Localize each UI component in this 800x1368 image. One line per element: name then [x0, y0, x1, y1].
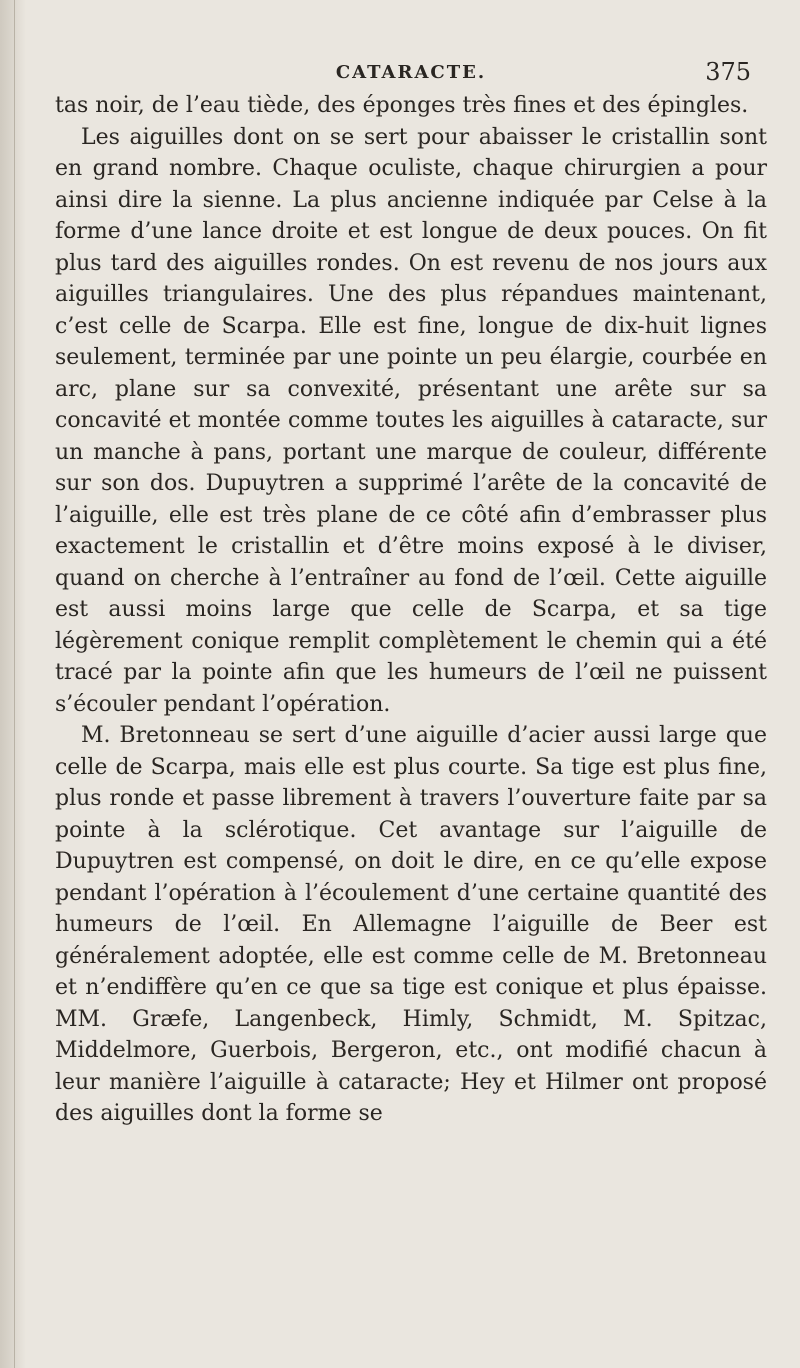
- paragraph-aiguilles: Les aiguilles dont on se sert pour abaisser le cristallin sont en grand nombre. Chaque oculiste, chaque chirurgien a pour ainsi dire la sienne. La plus ancienne indiquée par Celse à la forme d’une lance droite et est longue de deux pouces. On fit plus tard des aiguilles rondes. On est revenu de nos jours aux aiguilles triangulaires. Une des plus répandues maintenant, c’est celle de Scarpa. Elle est fine, longue de dix-huit lignes seulement, terminée par une pointe un peu élargie, courbée en arc, plane sur sa convexité, présentant une arête sur sa concavité et montée comme toutes les aiguilles à cataracte, sur un manche à pans, portant une marque de couleur, différente sur son dos. Dupuytren a supprimé l’arête de la concavité de l’aiguille, elle est très plane de ce côté afin d’embrasser plus exactement le cristallin et d’être moins exposé à le diviser, quand on cherche à l’entraîner au fond de l’œil. Cette aiguille est aussi moins large que celle de Scarpa, et sa tige légèrement conique remplit complètement le chemin qui a été tracé par la pointe afin que les humeurs de l’œil ne puissent s’écouler pendant l’opération.: [55, 124, 767, 717]
- book-page: [55, 48, 767, 1130]
- paragraph-continuation: tas noir, de l’eau tiède, des éponges très fines et des épingles.: [55, 93, 749, 118]
- binding-shadow-line: [14, 0, 15, 1368]
- paragraph-bretonneau: M. Bretonneau se sert d’une aiguille d’acier aussi large que celle de Scarpa, mais elle est plus courte. Sa tige est plus fine, plus ronde et passe librement à travers l’ouverture faite par sa pointe à la sclérotique. Cet avantage sur l’aiguille de Dupuytren est compensé, on doit le dire, en ce qu’elle expose pendant l’opération à l’écoulement d’une certaine quantité des humeurs de l’œil. En Allemagne l’aiguille de Beer est généralement adoptée, elle est comme celle de M. Bretonneau et n’endiffère qu’en ce que sa tige est conique et plus épaisse. MM. Græfe, Langenbeck, Himly, Schmidt, M. Spitzac, Middelmore, Guerbois, Bergeron, etc., ont modifié chacun à leur manière l’aiguille à cataracte; Hey et Hilmer ont proposé des aiguilles dont la forme se: [55, 723, 767, 1126]
- body-text: [55, 90, 767, 1130]
- page-binding-edge: [0, 0, 26, 1368]
- page-number: 375: [705, 58, 751, 86]
- running-head-title: CATARACTE.: [335, 62, 487, 83]
- running-head: [55, 48, 767, 90]
